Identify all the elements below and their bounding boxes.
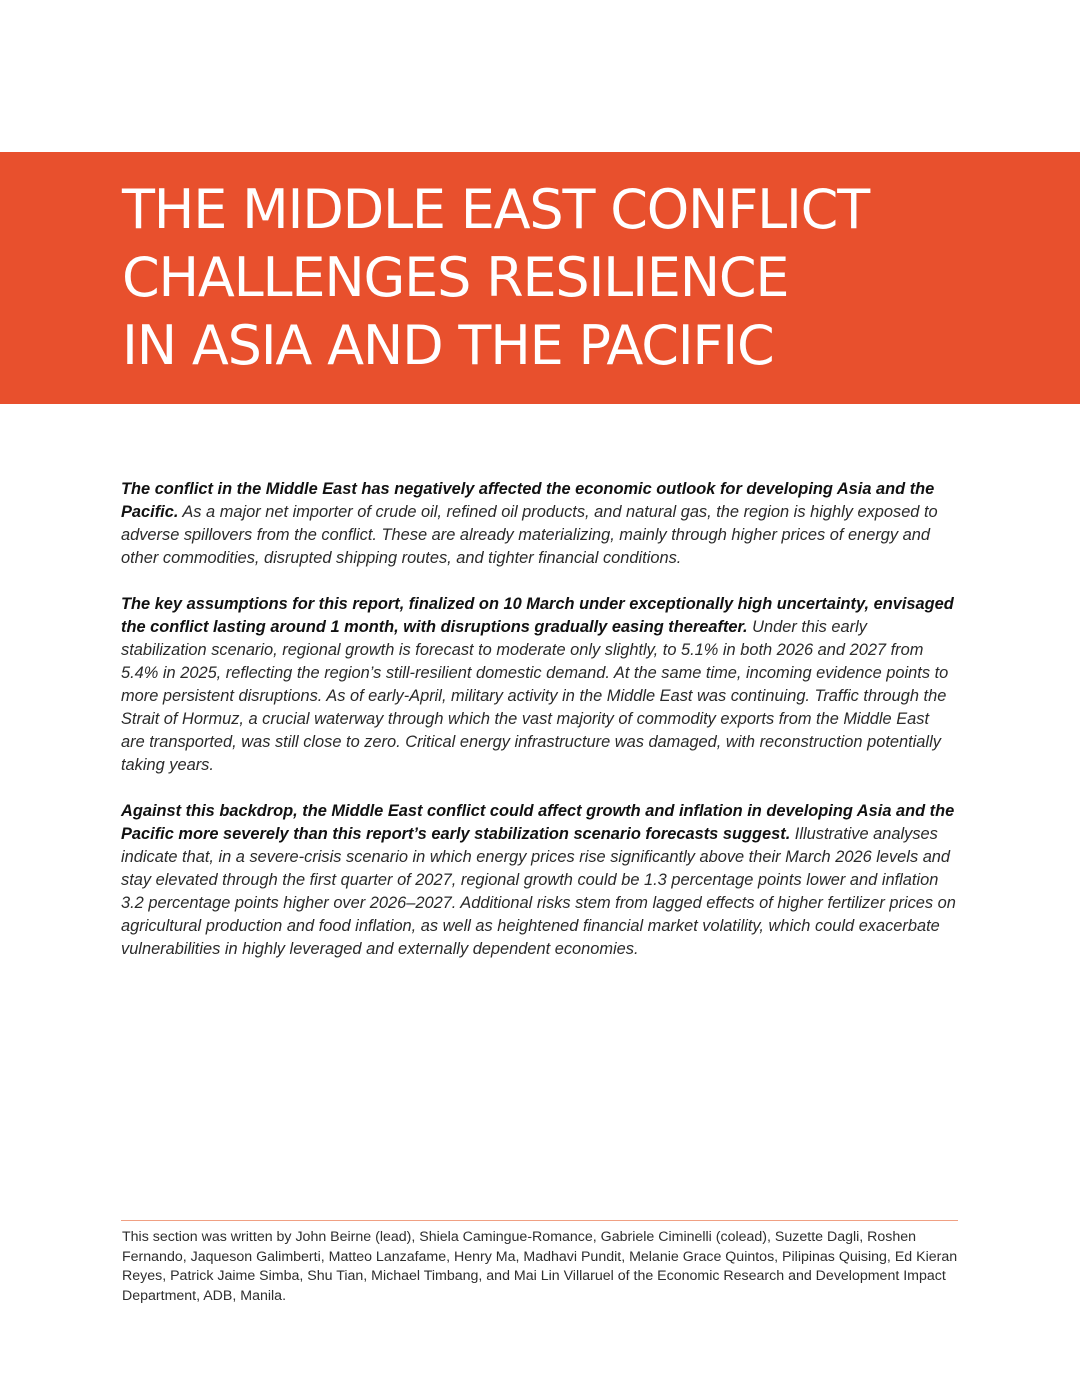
title-line-3: IN ASIA AND THE PACIFIC xyxy=(122,314,774,377)
paragraph-text: Illustrative analyses indicate that, in a severe-crisis scenario in which energy prices rise significantly above their March 2026 levels and stay elevated through the first quarter of 2027, regional growth could be 1.3 percentage points lower and inflation 3.2 percentage points higher over 2026–2027. Additional risks stem from lagged effects of higher fertilizer prices on agricultural production and food inflation, as well as heightened financial market volatility, which could exacerbate vulnerabilities in highly leveraged and externally dependent economies. xyxy=(121,825,956,958)
summary-paragraph-2 xyxy=(121,593,957,777)
title-line-1: THE MIDDLE EAST CONFLICT xyxy=(122,178,869,241)
summary-paragraph-1 xyxy=(121,478,957,570)
title-line-2: CHALLENGES RESILIENCE xyxy=(122,246,789,309)
footnote-divider xyxy=(121,1220,958,1221)
page-title xyxy=(122,176,869,380)
author-footnote: This section was written by John Beirne (lead), Shiela Camingue-Romance, Gabriele Ciminelli (colead), Suzette Dagli, Roshen Fernando, Jaqueson Galimberti, Matteo Lanzafame, Henry Ma, Madhavi Pundit, Melanie Grace Quintos, Pilipinas Quising, Ed Kieran Reyes, Patrick Jaime Simba, Shu Tian, Michael Timbang, and Mai Lin Villaruel of the Economic Research and Development Impact Department, ADB, Manila. xyxy=(122,1229,958,1304)
paragraph-text: Under this early stabilization scenario, regional growth is forecast to moderate only slightly, to 5.1% in both 2026 and 2027 from 5.4% in 2025, reflecting the region’s still-resilient domestic demand. At the same time, incoming evidence points to more persistent disruptions. As of early-April, military activity in the Middle East was continuing. Traffic through the Strait of Hormuz, a crucial waterway through which the vast majority of commodity exports from the Middle East are transported, was still close to zero. Critical energy infrastructure was damaged, with reconstruction potentially taking years. xyxy=(121,618,949,774)
paragraph-lead: Against this backdrop, the Middle East conflict could affect growth and inflation in developing Asia and the Pacific more severely than this report’s early stabilization scenario forecasts suggest. xyxy=(121,802,955,843)
paragraph-text: As a major net importer of crude oil, refined oil products, and natural gas, the region is highly exposed to adverse spillovers from the conflict. These are already materializing, mainly through higher prices of energy and other commodities, disrupted shipping routes, and tighter financial conditions. xyxy=(121,503,938,567)
paragraph-lead: The key assumptions for this report, finalized on 10 March under exceptionally high uncertainty, envisaged the conflict lasting around 1 month, with disruptions gradually easing thereafter. xyxy=(121,595,954,636)
paragraph-lead: The conflict in the Middle East has negatively affected the economic outlook for developing Asia and the Pacific. xyxy=(121,480,935,521)
summary-body xyxy=(121,478,957,984)
summary-paragraph-3 xyxy=(121,800,957,961)
